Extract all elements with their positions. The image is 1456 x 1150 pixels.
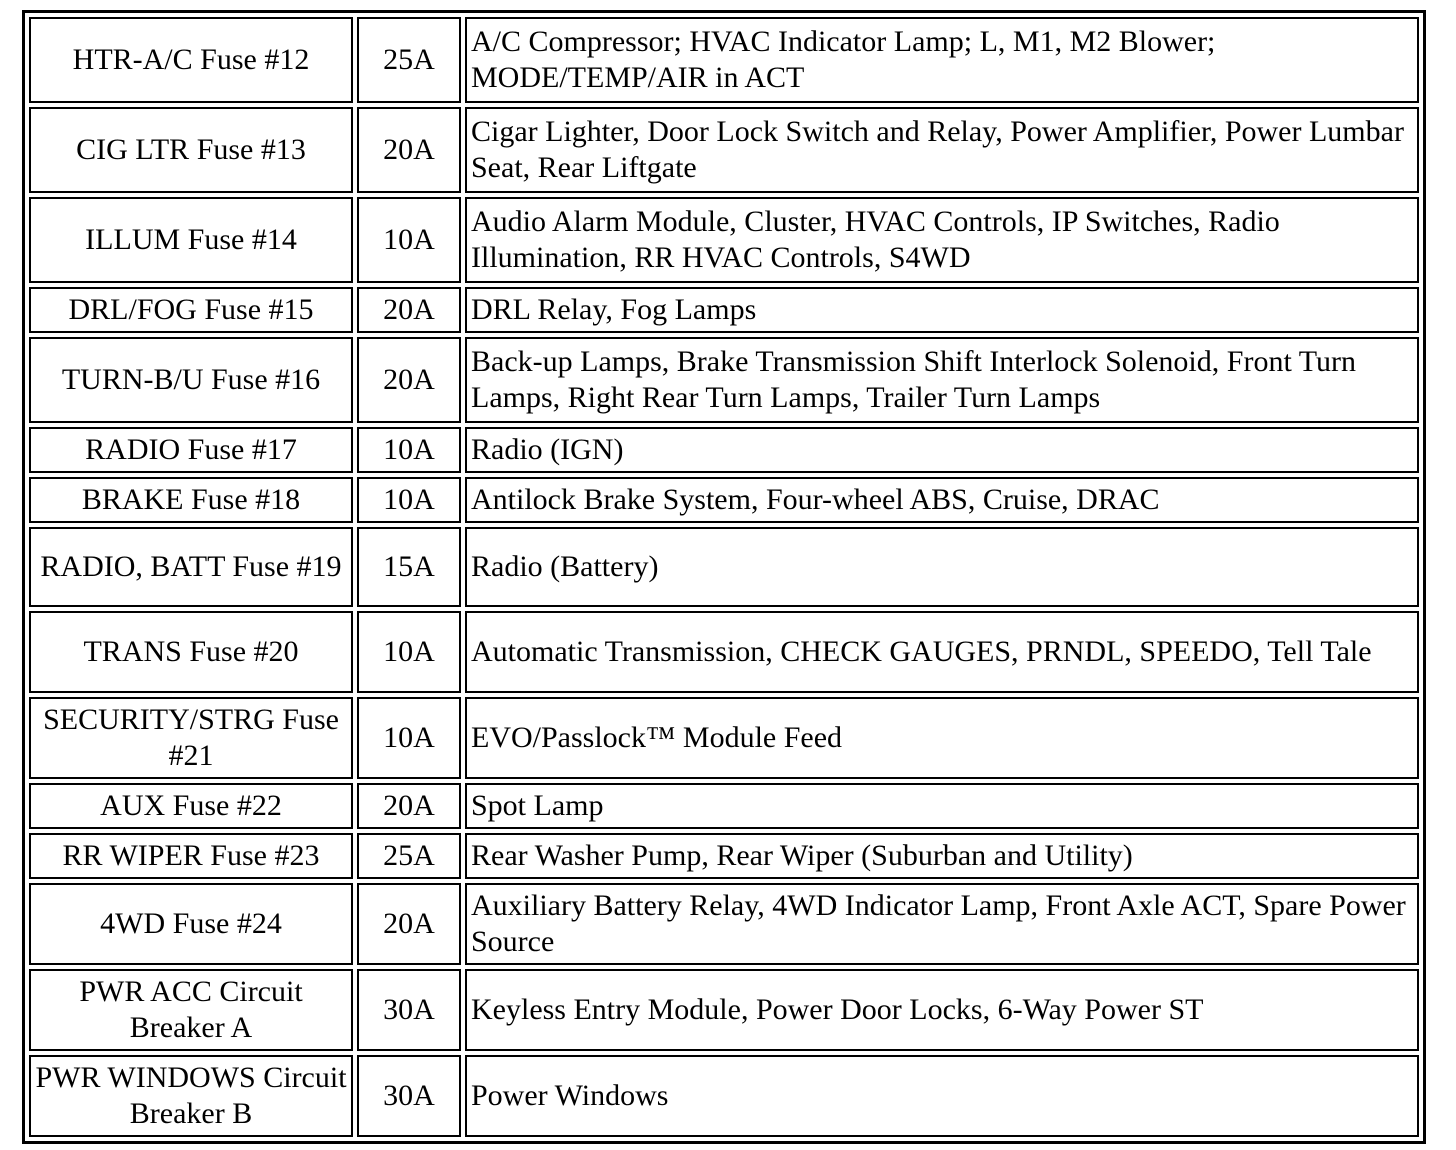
fuse-circuits: Back-up Lamps, Brake Transmission Shift Interlock Solenoid, Front Turn Lamps, Right Rear Turn Lamps, Trailer Turn Lamps bbox=[465, 337, 1419, 423]
fuse-circuits: Keyless Entry Module, Power Door Locks, 6-Way Power ST bbox=[465, 969, 1419, 1051]
fuse-name: 4WD Fuse #24 bbox=[29, 883, 353, 965]
fuse-circuits: Power Windows bbox=[465, 1055, 1419, 1137]
fuse-name: PWR ACC Circuit Breaker A bbox=[29, 969, 353, 1051]
fuse-name: TURN-B/U Fuse #16 bbox=[29, 337, 353, 423]
fuse-rating: 15A bbox=[357, 527, 461, 607]
table-row bbox=[29, 969, 1419, 1051]
fuse-circuits: Automatic Transmission, CHECK GAUGES, PRNDL, SPEEDO, Tell Tale bbox=[465, 611, 1419, 693]
table-row bbox=[29, 17, 1419, 103]
table-row bbox=[29, 427, 1419, 473]
fuse-circuits: Rear Washer Pump, Rear Wiper (Suburban and Utility) bbox=[465, 833, 1419, 879]
table-row bbox=[29, 337, 1419, 423]
fuse-rating: 10A bbox=[357, 611, 461, 693]
fuse-rating: 10A bbox=[357, 427, 461, 473]
fuse-rating: 30A bbox=[357, 969, 461, 1051]
table-row bbox=[29, 107, 1419, 193]
fuse-rating: 10A bbox=[357, 197, 461, 283]
fuse-rating: 25A bbox=[357, 17, 461, 103]
fuse-name: BRAKE Fuse #18 bbox=[29, 477, 353, 523]
table-row bbox=[29, 477, 1419, 523]
fuse-name: RR WIPER Fuse #23 bbox=[29, 833, 353, 879]
fuse-rating: 30A bbox=[357, 1055, 461, 1137]
table-row bbox=[29, 1055, 1419, 1137]
fuse-rating: 25A bbox=[357, 833, 461, 879]
table-row bbox=[29, 287, 1419, 333]
fuse-circuits: DRL Relay, Fog Lamps bbox=[465, 287, 1419, 333]
fuse-name: RADIO Fuse #17 bbox=[29, 427, 353, 473]
fuse-name: RADIO, BATT Fuse #19 bbox=[29, 527, 353, 607]
fuse-circuits: Radio (IGN) bbox=[465, 427, 1419, 473]
fuse-name: PWR WINDOWS Circuit Breaker B bbox=[29, 1055, 353, 1137]
fuse-rating: 20A bbox=[357, 783, 461, 829]
fuse-rating: 20A bbox=[357, 883, 461, 965]
table-row bbox=[29, 527, 1419, 607]
table-row bbox=[29, 611, 1419, 693]
fuse-rating: 20A bbox=[357, 107, 461, 193]
fuse-rating: 20A bbox=[357, 337, 461, 423]
fuse-circuits: Radio (Battery) bbox=[465, 527, 1419, 607]
fuse-rating: 20A bbox=[357, 287, 461, 333]
table-row bbox=[29, 197, 1419, 283]
fuse-circuits: Cigar Lighter, Door Lock Switch and Relay, Power Amplifier, Power Lumbar Seat, Rear Liftgate bbox=[465, 107, 1419, 193]
table-row bbox=[29, 833, 1419, 879]
fuse-name: DRL/FOG Fuse #15 bbox=[29, 287, 353, 333]
fuse-name: SECURITY/STRG Fuse #21 bbox=[29, 697, 353, 779]
fuse-name: AUX Fuse #22 bbox=[29, 783, 353, 829]
fuse-circuits: Spot Lamp bbox=[465, 783, 1419, 829]
fuse-circuits: EVO/Passlock™ Module Feed bbox=[465, 697, 1419, 779]
table-row bbox=[29, 883, 1419, 965]
fuse-rating: 10A bbox=[357, 477, 461, 523]
fuse-circuits: Audio Alarm Module, Cluster, HVAC Controls, IP Switches, Radio Illumination, RR HVAC Controls, S4WD bbox=[465, 197, 1419, 283]
fuse-name: CIG LTR Fuse #13 bbox=[29, 107, 353, 193]
fuse-name: ILLUM Fuse #14 bbox=[29, 197, 353, 283]
table-row bbox=[29, 697, 1419, 779]
fuse-rating: 10A bbox=[357, 697, 461, 779]
table-row bbox=[29, 783, 1419, 829]
fuse-circuits: Antilock Brake System, Four-wheel ABS, Cruise, DRAC bbox=[465, 477, 1419, 523]
fuse-circuits: A/C Compressor; HVAC Indicator Lamp; L, M1, M2 Blower; MODE/TEMP/AIR in ACT bbox=[465, 17, 1419, 103]
fuse-name: TRANS Fuse #20 bbox=[29, 611, 353, 693]
fuse-circuits: Auxiliary Battery Relay, 4WD Indicator Lamp, Front Axle ACT, Spare Power Source bbox=[465, 883, 1419, 965]
fuse-table bbox=[22, 10, 1426, 1144]
fuse-name: HTR-A/C Fuse #12 bbox=[29, 17, 353, 103]
